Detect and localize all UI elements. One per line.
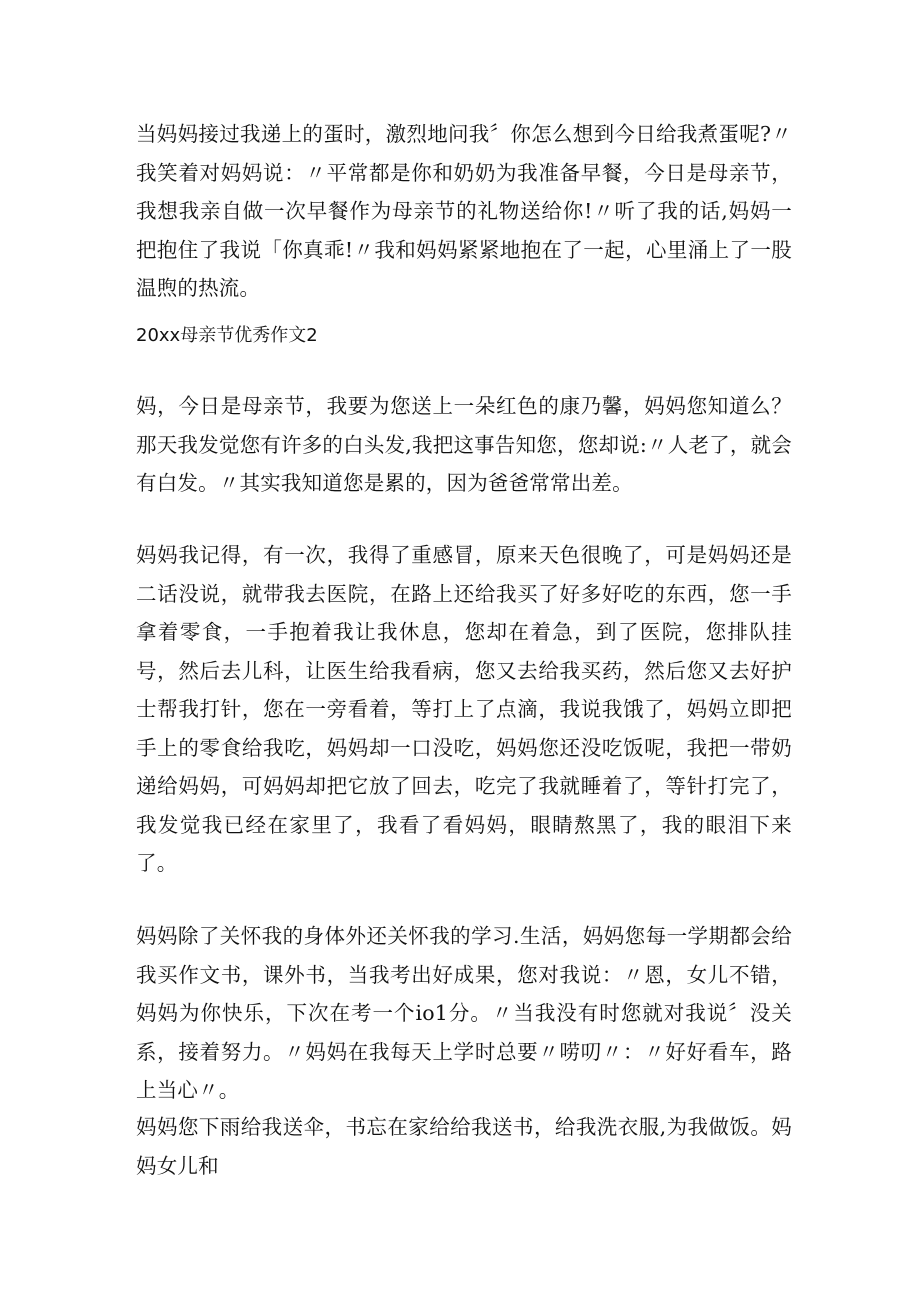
paragraph-daily-care: 妈妈您下雨给我送伞，书忘在家给给我送书，给我洗衣服,为我做饭。妈妈女儿和 — [136, 1115, 792, 1178]
paragraph-breakfast-gift: 当妈妈接过我递上的蛋时，激烈地问我〞你怎么想到今日给我煮蛋呢?〃我笑着对妈妈说：〃平常都是你和奶奶为我准备早餐，今日是母亲节，我想我亲自做一次早餐作为母亲节的礼物送给你!〃听了我的话,妈妈一把抱住了我说「你真乖!〃我和妈妈紧紧地抱在了一起，心里涌上了一股温煦的热流。 — [136, 122, 792, 300]
paragraph-hospital-memory: 妈妈我记得，有一次，我得了重感冒，原来天色很晚了，可是妈妈还是二话没说，就带我去医院，在路上还给我买了好多好吃的东西，您一手拿着零食，一手抱着我让我休息，您却在着急，到了医院，您排队挂号，然后去儿科，让医生给我看病，您又去给我买药，然后您又去好护士帮我打针，您在一旁看着，等打上了点滴，我说我饿了，妈妈立即把手上的零食给我吃，妈妈却一口没吃，妈妈您还没吃饭呢，我把一带奶递给妈妈，可妈妈却把它放了回去，吃完了我就睡着了，等针打完了，我发觉我已经在家里了，我看了看妈妈，眼睛熬黑了，我的眼泪下来了。 — [136, 543, 792, 875]
paragraph-study-care: 妈妈除了关怀我的身体外还关怀我的学习.生活，妈妈您每一学期都会给我买作文书，课外书，当我考出好成果，您对我说：〃恩，女儿不错，妈妈为你快乐，下次在考一个io1分。〃当我没有时您就对我说〞没关系，接着努力。〃妈妈在我每天上学时总要〃唠叨〃：〃好好看车，路上当心〃。 — [136, 924, 792, 1102]
essay-heading: 20xx母亲节优秀作文2 — [136, 325, 318, 346]
paragraph-carnation: 妈，今日是母亲节，我要为您送上一朵红色的康乃馨，妈妈您知道么？那天我发觉您有许多的白头发,我把这事告知您，您却说:〃人老了，就会有白发。〃其实我知道您是累的，因为爸爸常常出差。 — [136, 394, 792, 495]
